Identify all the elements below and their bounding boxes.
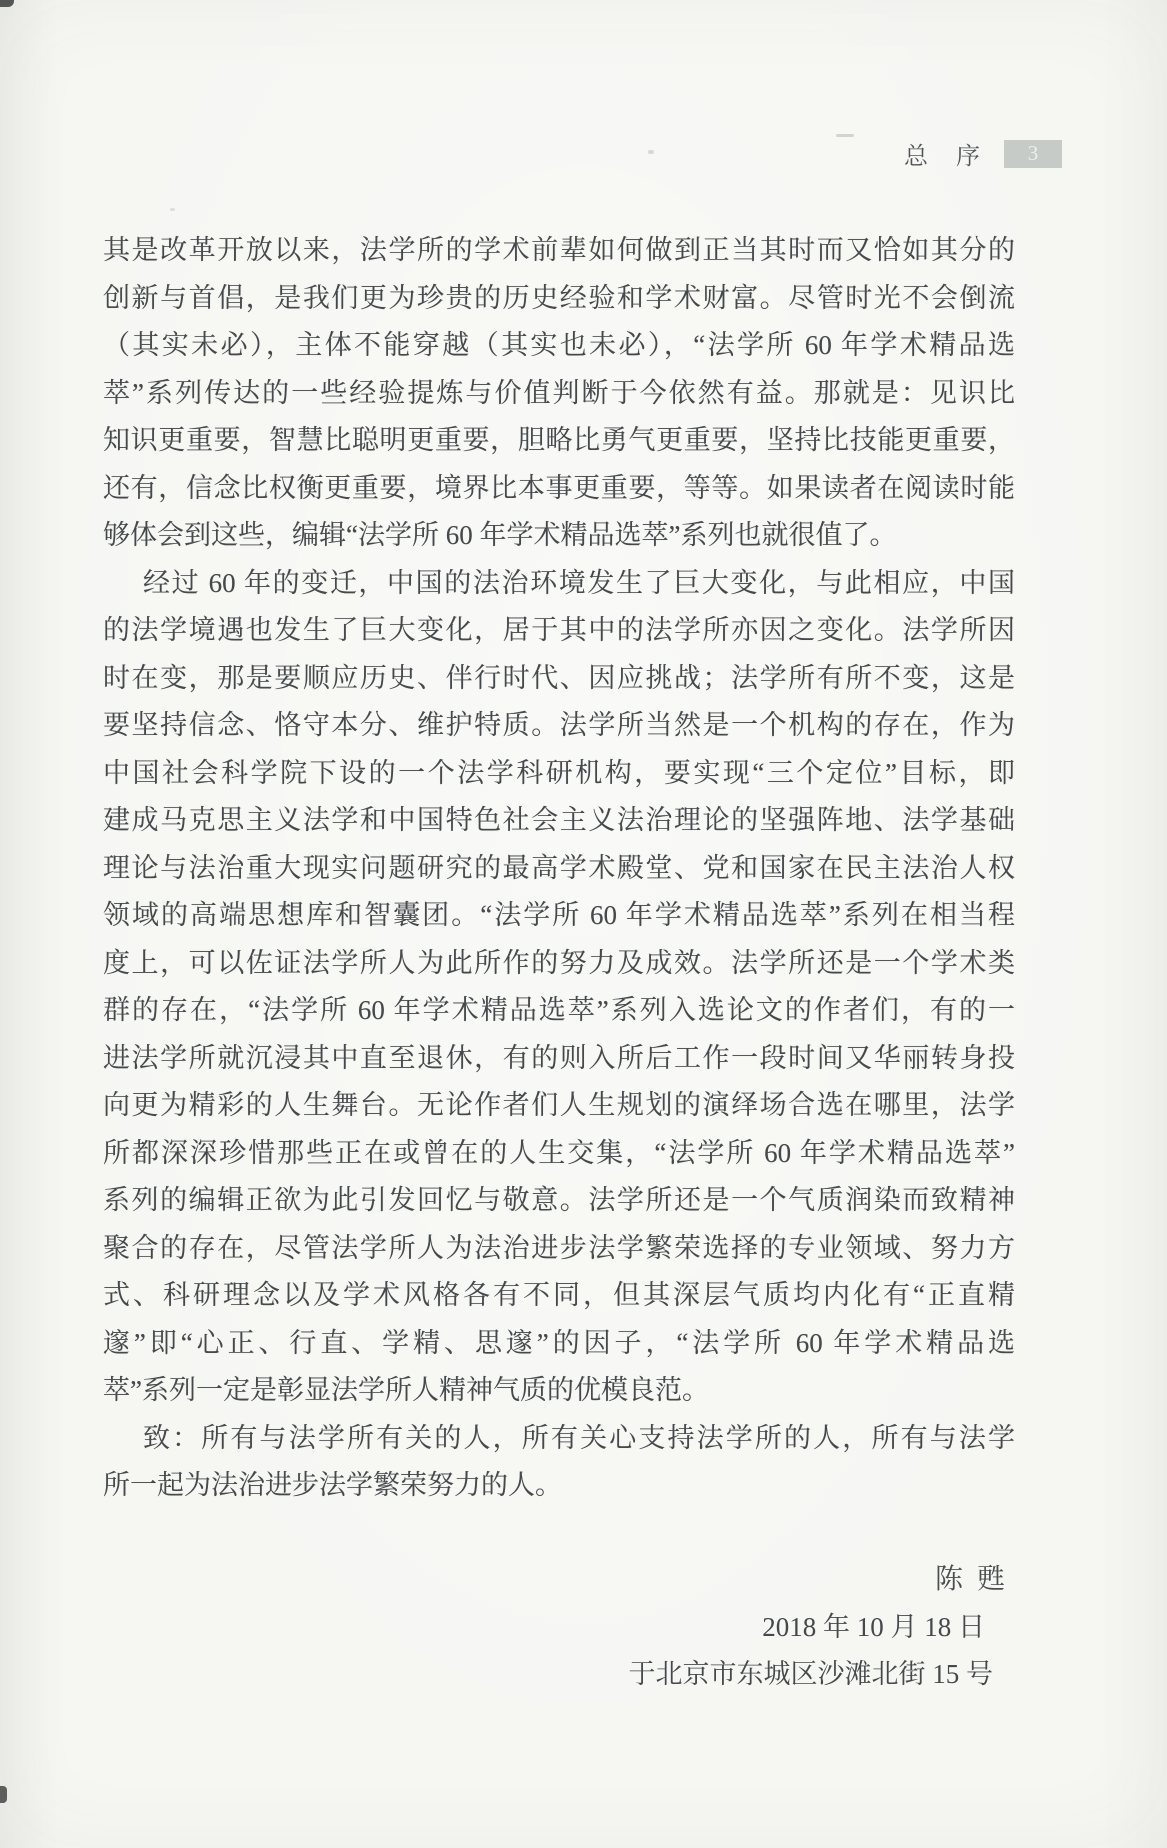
page-number-badge [1004, 140, 1062, 168]
text-line: 中国社会科学院下设的一个法学科研机构，要实现“三个定位”目标，即 [103, 757, 1015, 788]
text-line: （其实未必），主体不能穿越（其实也未必），“法学所 60 年学术精品选 [103, 330, 1015, 360]
text-line: 所都深深珍惜那些正在或曾在的人生交集，“法学所 60 年学术精品选萃” [103, 1137, 1015, 1168]
text-line: 其是改革开放以来，法学所的学术前辈如何做到正当其时而又恰如其分的 [103, 235, 1015, 265]
text-line: 创新与首倡，是我们更为珍贵的历史经验和学术财富。尽管时光不会倒流 [103, 282, 1015, 313]
text-line: 致：所有与法学所有关的人，所有关心支持法学所的人，所有与法学 [143, 1422, 1015, 1453]
text-line: 经过 60 年的变迁，中国的法治环境发生了巨大变化，与此相应，中国 [143, 567, 1015, 598]
text-line: 时在变，那是要顺应历史、伴行时代、因应挑战；法学所有所不变，这是 [103, 662, 1015, 693]
text-line: 还有，信念比权衡更重要，境界比本事更重要，等等。如果读者在阅读时能 [103, 472, 1015, 503]
scan-speck [648, 150, 654, 154]
text-line: 的法学境遇也发生了巨大变化，居于其中的法学所亦因之变化。法学所因 [103, 615, 1015, 645]
text-line: 向更为精彩的人生舞台。无论作者们人生规划的演绎场合选在哪里，法学 [103, 1090, 1015, 1120]
text-line: 聚合的存在，尽管法学所人为法治进步法学繁荣选择的专业领域、努力方 [103, 1232, 1015, 1263]
signature-block [628, 1556, 1019, 1699]
paragraph [103, 560, 1015, 1415]
page-number: 3 [1027, 141, 1039, 165]
text-line: 知识更重要，智慧比聪明更重要，胆略比勇气更重要，坚持比技能更重要， [103, 425, 1015, 455]
text-line: 所一起为法治进步法学繁荣努力的人。 [103, 1470, 562, 1500]
text-line: 群的存在，“法学所 60 年学术精品选萃”系列入选论文的作者们，有的一 [103, 995, 1015, 1025]
text-line: 度上，可以佐证法学所人为此所作的努力及成效。法学所还是一个学术类 [103, 947, 1015, 978]
text-line: 建成马克思主义法学和中国特色社会主义法治理论的坚强阵地、法学基础 [103, 805, 1015, 835]
text-line: 萃”系列传达的一些经验提炼与价值判断于今依然有益。那就是：见识比 [103, 377, 1015, 408]
text-line: 理论与法治重大现实问题研究的最高学术殿堂、党和国家在民主法治人权 [103, 852, 1015, 883]
text-line: 系列的编辑正欲为此引发回忆与敬意。法学所还是一个气质润染而致精神 [103, 1185, 1015, 1215]
text-line: 萃”系列一定是彰显法学所人精神气质的优模良范。 [103, 1375, 709, 1405]
author-name: 陈甦 [934, 1564, 1019, 1595]
signature-date: 2018 年 10 月 18 日 [762, 1611, 985, 1642]
text-line: 邃”即“心正、行直、学精、思邃”的因子，“法学所 60 年学术精品选 [103, 1327, 1015, 1358]
text-line: 进法学所就沉浸其中直至退休，有的则入所后工作一段时间又华丽转身投 [103, 1042, 1015, 1073]
scan-speck [170, 208, 175, 211]
scan-speck [836, 134, 854, 137]
scan-artifact-bottom-left [0, 1786, 7, 1803]
text-line: 领域的高端思想库和智囊团。“法学所 60 年学术精品选萃”系列在相当程 [103, 900, 1015, 930]
page-header [904, 136, 1062, 171]
paragraph [103, 1415, 1015, 1510]
signature-place: 于北京市东城区沙滩北街 15 号 [628, 1659, 993, 1689]
text-line: 够体会到这些，编辑“法学所 60 年学术精品选萃”系列也就很值了。 [103, 520, 897, 550]
text-line: 式、科研理念以及学术风格各有不同，但其深层气质均内化有“正直精 [103, 1280, 1015, 1310]
section-title: 总 序 [904, 144, 982, 170]
text-block [103, 227, 1015, 1510]
scan-artifact-top-left [0, 0, 14, 7]
text-line: 要坚持信念、恪守本分、维护特质。法学所当然是一个机构的存在，作为 [103, 710, 1015, 740]
paragraph [103, 227, 1015, 560]
